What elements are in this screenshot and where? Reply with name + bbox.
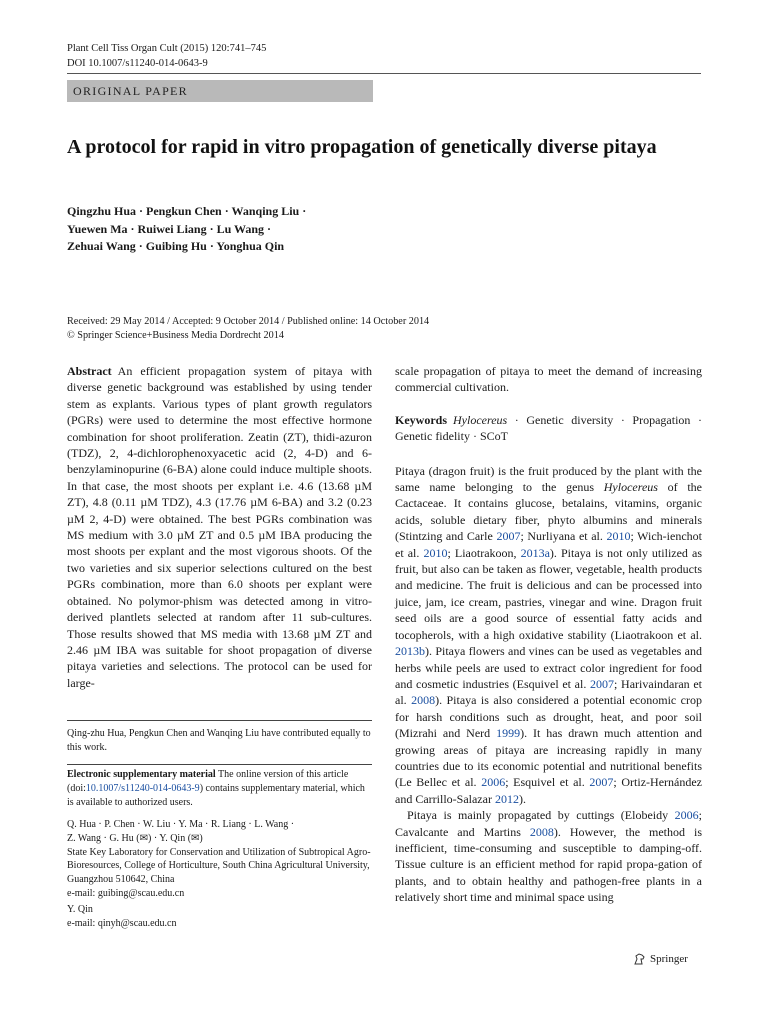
footnote-rule-2: [67, 764, 372, 765]
journal-citation: Plant Cell Tiss Organ Cult (2015) 120:741–745: [67, 43, 267, 54]
abstract-heading: Abstract: [67, 364, 112, 378]
citation-link[interactable]: 1999: [496, 726, 521, 741]
text-run: ; Wich-ienchot et al.: [395, 529, 702, 560]
citation-link[interactable]: 2013b: [395, 644, 425, 659]
esm-doi-link[interactable]: 10.1007/s11240-014-0643-9: [85, 782, 200, 794]
equal-contribution-note: Qing-zhu Hua, Pengkun Chen and Wanqing Liu have contributed equally to this work.: [67, 728, 371, 753]
header-rule: [67, 73, 701, 74]
abstract-continuation: scale propagation of pitaya to meet the demand of increasing commercial cultivation.: [395, 364, 702, 395]
publication-dates: [67, 315, 697, 343]
qin-contact: [67, 903, 372, 931]
abstract-text: An efficient propagation system of pitaya with diverse genetic background was established by using tender stem as explants. Various types of plant growth regulators (PGRs) were used to determine the most effective hormone combination for shoot proliferation. Zeatin (ZT), thidi-azuron (TDZ), 2, 4-dichlorophenoxyacetic acid (2, 4-D) and 6-benzylaminopurine (6-BA) alone could induce multiple shoots. In that case, the most shoots per explant i.e. 4.6 (13.68 µM ZT), 4.8 (0.11 µM TDZ), 4.3 (17.76 µM 6-BA) and 3.2 (0.23 µM 2, 4-D) were obtained. The best PGRs combination was MS medium with 3.0 µM ZT and 0.5 µM IBA producing the most shoots per explant and the most vigorous shoots. Of the two varieties and six superior selections cultured on the best PGRs combination, more than 6.0 shoots per explant were obtained. No polymor-phism was detected among in vitro-derived plantlets selected at random after 11 sub-cultures. Those results showed that MS media with 13.68 µM ZT and 2.46 µM IBA was suitable for shoot propagation of diverse pitaya varieties and selections. The protocol can be used for large-: [67, 364, 372, 690]
text-run: ; Nurliyana et al.: [520, 529, 607, 544]
text-run: ). It has drawn much attention and growing areas of pitaya are increasing rapidly in many countries due to its economic potential and nutritional benefits (Le Bellec et al.: [395, 726, 702, 790]
author-line: Qingzhu Hua · Pengkun Chen · Wanqing Liu ·: [67, 204, 307, 218]
text-run: ; Esquivel et al.: [505, 775, 590, 790]
qin-name: Y. Qin: [67, 904, 93, 915]
affiliation-note: [67, 818, 372, 901]
citation-link[interactable]: 2008: [529, 824, 554, 839]
author-line: Yuewen Ma · Ruiwei Liang · Lu Wang ·: [67, 221, 272, 236]
doi-line: DOI 10.1007/s11240-014-0643-9: [67, 58, 208, 69]
body-paragraph-2: [395, 807, 702, 905]
text-run: ).: [518, 791, 526, 806]
affiliation-address: State Key Laboratory for Conservation and Utilization of Subtropical Agro-Bioresources, College of Horticulture, South China Agricultural University, Guangzhou 510642, China: [67, 846, 371, 886]
abstract-section: [67, 363, 372, 691]
keywords-rest: · Genetic diversity · Propagation · Genetic fidelity · SCoT: [395, 412, 702, 444]
publisher-name: Springer: [650, 953, 688, 965]
esm-note: [67, 768, 372, 809]
keyword-genus: Hylocereus: [453, 412, 508, 427]
citation-link[interactable]: 2006: [674, 808, 699, 823]
text-run: ; Liaotrakoon,: [447, 545, 521, 560]
affiliation-names: Q. Hua · P. Chen · W. Liu · Y. Ma · R. Liang · L. Wang ·: [67, 819, 295, 830]
springer-horse-icon: [633, 953, 646, 966]
text-run: ; Ortiz-Hernández and Carrillo-Salazar: [395, 775, 702, 806]
citation-link[interactable]: 2007: [496, 529, 521, 544]
text-run: ). Pitaya flowers and vines can be used as vegetables and herbs while peels are used to extract color ingredient for food and cosmetic industries (Esquivel et al.: [395, 644, 702, 691]
copyright-line: © Springer Science+Business Media Dordrecht 2014: [67, 330, 284, 341]
citation-link[interactable]: 2013a: [520, 545, 550, 560]
text-run: ; Harivaindaran et al.: [395, 676, 703, 708]
citation-link[interactable]: 2012: [494, 791, 519, 806]
text-run: ). Pitaya is not only utilized as fruit, but also can be taken as flower, vegetable, health products and medicine. The fruit is delicious and can be processed into juice, jam, ice cream, pastries, vinegar and wine. Dragon fruit seed oils are a good source of essential fatty acids and tocopherols, with a high oxidative stability (Liaotrakoon et al.: [395, 545, 702, 642]
history-line: Received: 29 May 2014 / Accepted: 9 October 2014 / Published online: 14 October 2014: [67, 316, 430, 327]
affiliation-names-2: Z. Wang · G. Hu (✉) · Y. Qin (✉): [67, 832, 203, 844]
affiliation-email[interactable]: e-mail: guibing@scau.edu.cn: [67, 887, 185, 899]
esm-heading: Electronic supplementary material: [67, 769, 216, 780]
citation-link[interactable]: 2007: [590, 676, 615, 691]
citation-link[interactable]: 2008: [411, 693, 436, 708]
keywords: [395, 412, 702, 445]
journal-header: [67, 41, 266, 71]
article-type-banner: ORIGINAL PAPER: [67, 80, 373, 102]
text-run: ). However, the method is inefficient, time-consuming and susceptible to damping-off. Tissue culture is an efficient method for rapid propa-gation of plants, and to obtain healthy and pathogen-free plants in a relatively short time and minimal space using: [395, 824, 702, 905]
body-paragraph-1: [395, 463, 702, 808]
qin-email[interactable]: e-mail: qinyh@scau.edu.cn: [67, 917, 177, 929]
citation-link[interactable]: 2006: [481, 775, 506, 790]
footnote-rule: [67, 720, 372, 721]
citation-link[interactable]: 2010: [606, 529, 631, 544]
publisher-footer: [633, 951, 688, 967]
author-list: [67, 203, 667, 256]
esm-text-after: ) contains supplementary material, which is available to authorized users.: [67, 782, 365, 808]
text-run: Pitaya is mainly propagated by cuttings (Elobeidy: [407, 808, 675, 823]
text-run: of the Cactaceae. It contains glucose, betalains, vitamins, organic acids, soluble dietary fiber, phyto albumins and minerals (Stintzing and Carle: [395, 480, 702, 544]
author-line: Zehuai Wang · Guibing Hu · Yonghua Qin: [67, 239, 285, 253]
citation-link[interactable]: 2007: [589, 775, 614, 790]
genus-name: Hylocereus: [603, 480, 658, 495]
citation-link[interactable]: 2010: [423, 545, 448, 560]
esm-text-before: The online version of this article (doi:: [67, 769, 349, 794]
text-run: Pitaya (dragon fruit) is the fruit produced by the plant with the same name belonging to the genus: [395, 463, 702, 495]
text-run: ; Cavalcante and Martins: [395, 808, 702, 839]
right-column: [395, 363, 702, 906]
paper-title: A protocol for rapid in vitro propagation of genetically diverse pitaya: [67, 136, 657, 158]
text-run: ). Pitaya is also considered a potential economic crop for harsh conditions such as drought, heat, and poor soil (Mizrahi and Nerd: [395, 693, 702, 741]
keywords-heading: Keywords: [395, 412, 447, 427]
